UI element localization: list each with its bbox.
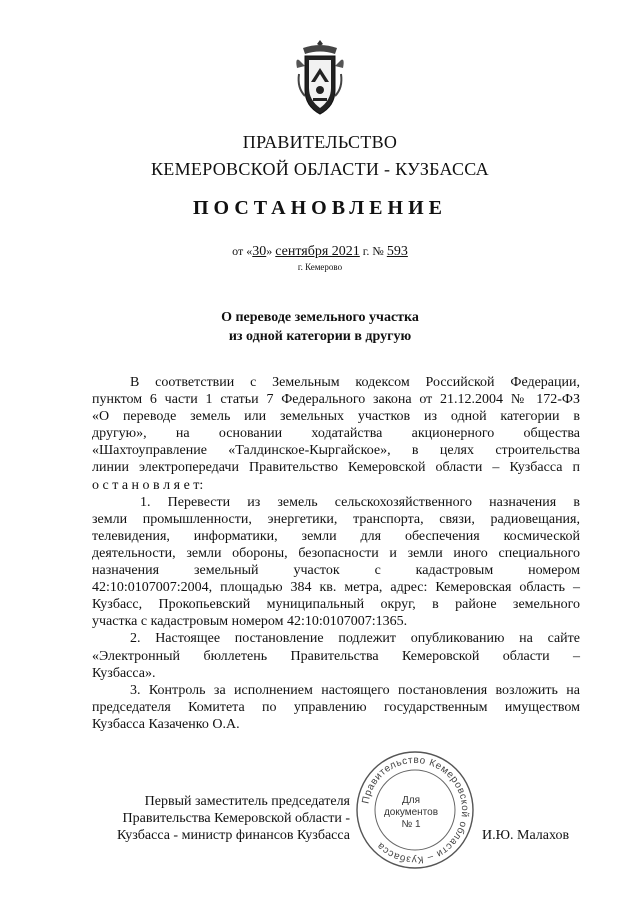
date-prefix: от « bbox=[232, 244, 253, 258]
body-line: «Электронный бюллетень Правительства Кемеровской области – bbox=[92, 648, 580, 664]
body-line: Кузбасса Казаченко О.А. bbox=[92, 716, 240, 732]
body-line: 42:10:0107007:2004, площадью 384 кв. метра, адрес: Кемеровская область – bbox=[92, 580, 580, 596]
signatory-title-line1: Первый заместитель председателя bbox=[144, 794, 350, 809]
coat-of-arms-icon bbox=[295, 38, 345, 118]
body-line: другую», на основании ходатайства акционерного общества bbox=[92, 426, 580, 442]
body-line: о с т а н о в л я е т: bbox=[92, 477, 204, 493]
document-type-title: ПОСТАНОВЛЕНИЕ bbox=[193, 197, 447, 219]
date-month-year: сентября 2021 bbox=[275, 244, 360, 259]
date-day: 30 bbox=[252, 244, 267, 259]
body-line: телевидения, информатики, земли для обеспечения космической bbox=[92, 528, 580, 544]
item-text: Перевести из земель сельскохозяйственного назначения в bbox=[167, 494, 580, 510]
body-line: 3. Контроль за исполнением настоящего постановления возложить на bbox=[130, 682, 580, 698]
body-line: назначения земельный участок с кадастровым номером bbox=[92, 563, 580, 579]
date-suffix: г. № bbox=[362, 244, 384, 258]
body-line: «О переводе земель или земельных участков из одной категории в bbox=[92, 409, 580, 425]
body-line bbox=[92, 494, 580, 511]
stamp-inner-line2: документов bbox=[383, 807, 439, 818]
body-line: «Шахтоуправление «Талдинское-Кыргайское», в целях строительства bbox=[92, 443, 580, 459]
document-number: 593 bbox=[386, 244, 408, 259]
stamp-inner-text bbox=[376, 795, 446, 831]
document-subject bbox=[0, 308, 640, 346]
government-title-line1: ПРАВИТЕЛЬСТВО bbox=[242, 132, 398, 152]
date-mid: » bbox=[266, 244, 273, 258]
signatory-title-line2: Правительства Кемеровской области - bbox=[122, 811, 350, 826]
stamp-ring-text: Правительство Кемеровской области – Кузбасса bbox=[360, 754, 471, 866]
body-line: пунктом 6 части 1 статьи 7 Федерального закона от 21.12.2004 № 172-ФЗ bbox=[92, 392, 580, 408]
body-line: Кузбасса». bbox=[92, 665, 156, 681]
body-line: Кузбасс, Прокопьевский муниципальный округ, в районе земельного bbox=[92, 597, 580, 613]
document-city: г. Кемерово bbox=[297, 262, 343, 272]
subject-line2: из одной категории в другую bbox=[228, 329, 412, 344]
body-line: 2. Настоящее постановление подлежит опубликованию на сайте bbox=[130, 631, 580, 647]
signatory-title-line3: Кузбасса - министр финансов Кузбасса bbox=[116, 828, 350, 843]
body-line: участка с кадастровым номером 42:10:0107007:1365. bbox=[92, 614, 408, 630]
stamp-inner-line3: № 1 bbox=[401, 819, 421, 830]
document-body bbox=[92, 374, 580, 733]
body-line: линии электропередачи Правительство Кемеровской области – Кузбасса п bbox=[92, 460, 580, 476]
body-line: земли промышленности, энергетики, транспорта, связи, радиовещания, bbox=[92, 511, 580, 527]
body-line: деятельности, земли обороны, безопасности и земли иного специального bbox=[92, 545, 580, 561]
item-number: 1. bbox=[140, 494, 151, 510]
body-line: В соответствии с Земельным кодексом Российской Федерации, bbox=[130, 375, 580, 390]
stamp-inner-line1: Для bbox=[401, 795, 421, 806]
signatory-name: И.Ю. Малахов bbox=[482, 828, 570, 843]
subject-line1: О переводе земельного участка bbox=[221, 310, 419, 325]
document-dateline bbox=[0, 244, 640, 260]
government-title-line2: КЕМЕРОВСКОЙ ОБЛАСТИ - КУЗБАССА bbox=[151, 159, 489, 179]
body-line: председателя Комитета по управлению государственным имуществом bbox=[92, 699, 580, 715]
